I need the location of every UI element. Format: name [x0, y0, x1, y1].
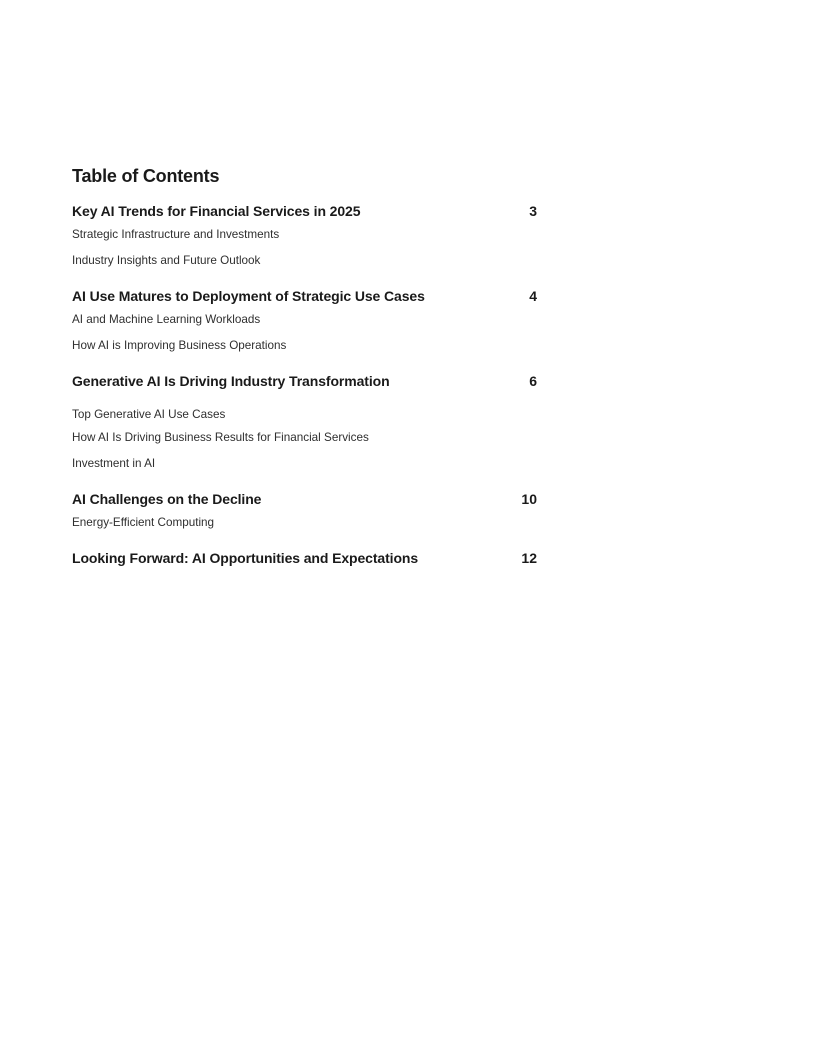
- toc-subentry[interactable]: Industry Insights and Future Outlook: [72, 254, 261, 267]
- toc-entry-page-number[interactable]: 4: [529, 288, 537, 304]
- toc-entry[interactable]: [72, 490, 537, 508]
- toc-entry[interactable]: [72, 372, 537, 390]
- toc-subentry[interactable]: Strategic Infrastructure and Investments: [72, 228, 280, 241]
- toc-subentry[interactable]: Investment in AI: [72, 457, 156, 470]
- toc-section: [72, 372, 537, 471]
- toc-entry-page-number[interactable]: 6: [529, 373, 537, 389]
- toc-section: [72, 490, 537, 530]
- page-title: Table of Contents: [72, 166, 220, 186]
- toc-section: [72, 202, 537, 268]
- toc-entry-page-number[interactable]: 10: [521, 491, 537, 507]
- toc-entry-page-number[interactable]: 3: [529, 203, 537, 219]
- toc-subentry[interactable]: Energy-Efficient Computing: [72, 516, 215, 529]
- toc-subentry[interactable]: How AI is Improving Business Operations: [72, 339, 287, 352]
- toc-subentry[interactable]: AI and Machine Learning Workloads: [72, 313, 261, 326]
- toc-subentry[interactable]: How AI Is Driving Business Results for Financial Services: [72, 431, 369, 444]
- toc-entry-title[interactable]: Looking Forward: AI Opportunities and Expectations: [72, 550, 419, 566]
- toc-entry-title[interactable]: Key AI Trends for Financial Services in 2025: [72, 203, 361, 219]
- toc-entry[interactable]: [72, 202, 537, 220]
- toc-section: [72, 287, 537, 353]
- toc-entry-page-number[interactable]: 12: [521, 550, 537, 566]
- toc-entry-title[interactable]: AI Challenges on the Decline: [72, 491, 262, 507]
- toc-entry-title[interactable]: AI Use Matures to Deployment of Strategic Use Cases: [72, 288, 425, 304]
- toc-entry-title[interactable]: Generative AI Is Driving Industry Transformation: [72, 373, 390, 389]
- toc-subentry[interactable]: Top Generative AI Use Cases: [72, 408, 226, 421]
- toc-entry[interactable]: [72, 287, 537, 305]
- toc-section: [72, 549, 537, 567]
- table-of-contents: [72, 165, 537, 567]
- toc-entry[interactable]: [72, 549, 537, 567]
